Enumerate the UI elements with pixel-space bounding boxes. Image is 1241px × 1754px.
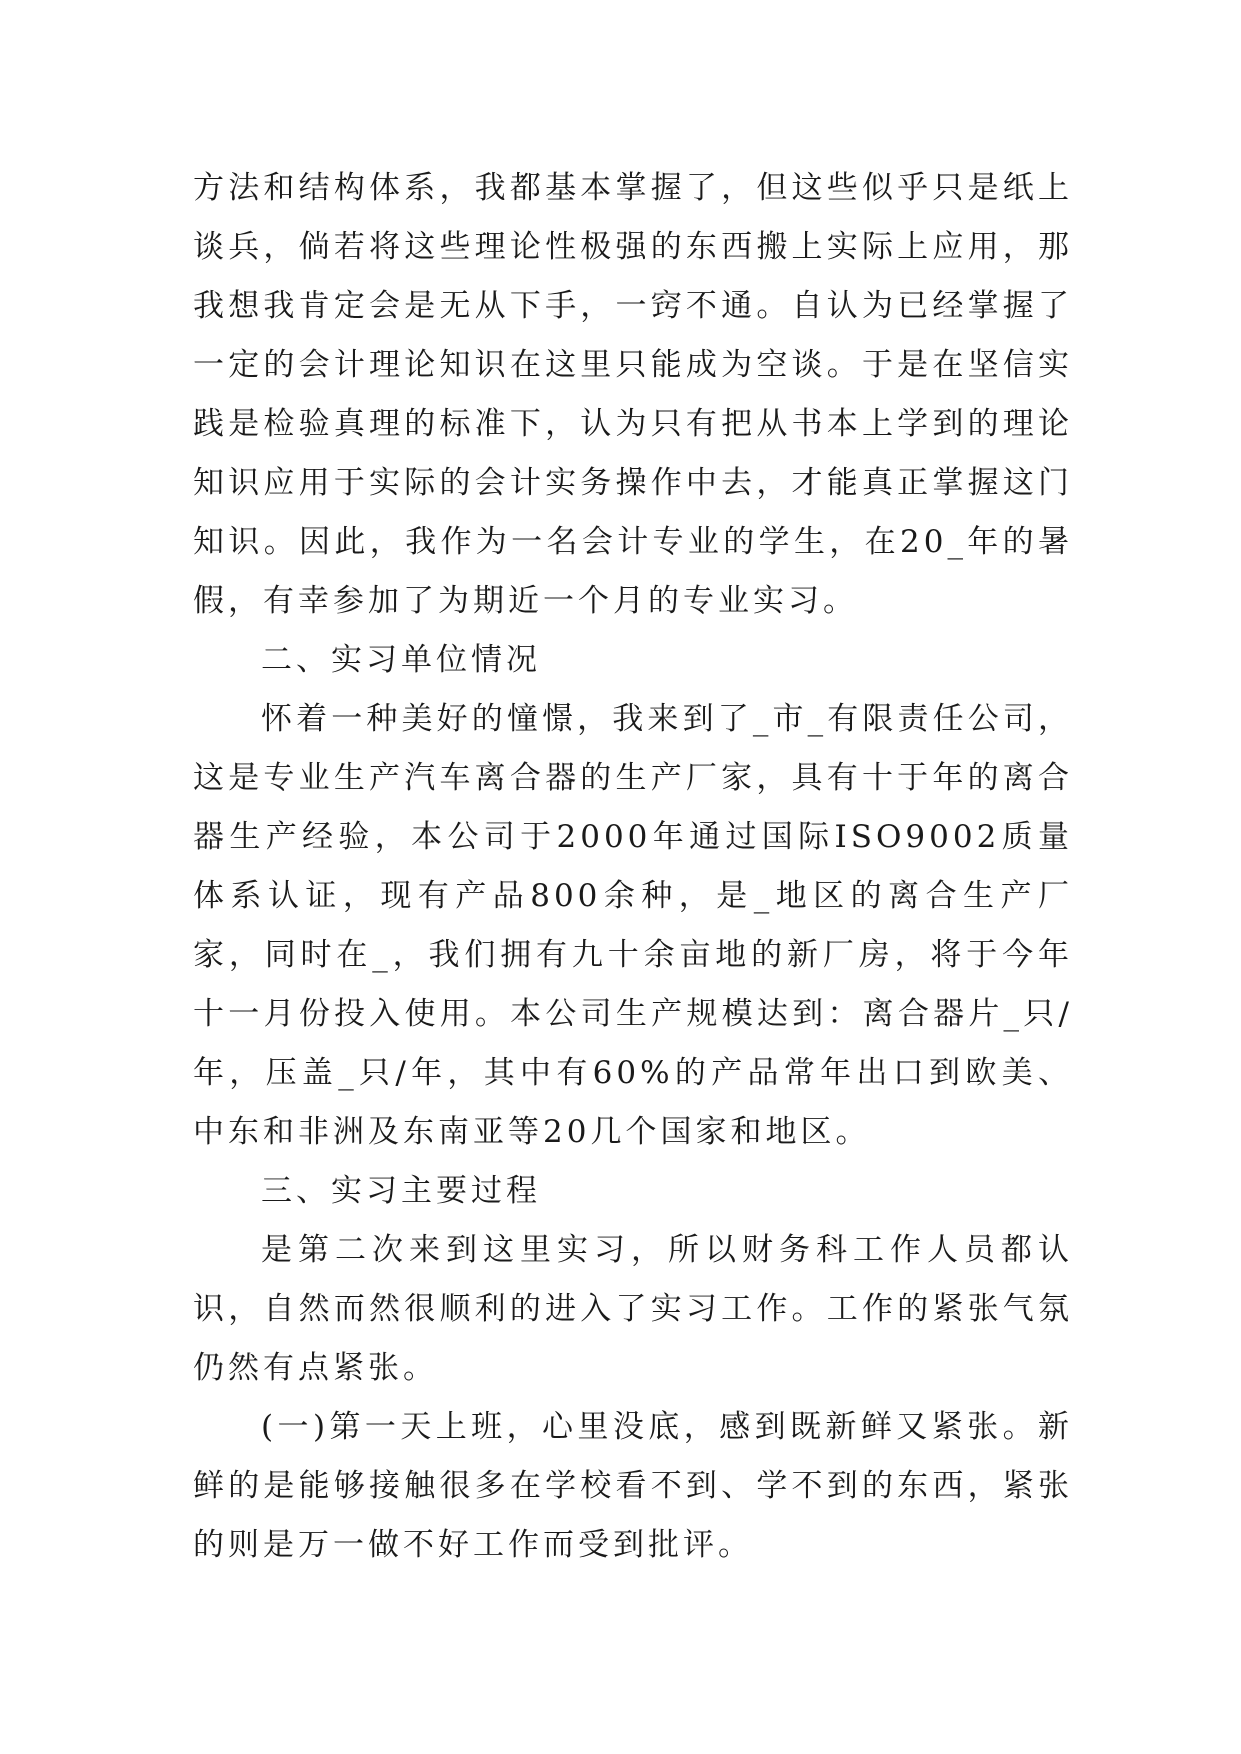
paragraph-first-day: (一)第一天上班，心里没底，感到既新鲜又紧张。新鲜的是能够接触很多在学校看不到、学不到的东西，紧张的则是万一做不好工作而受到批评。: [193, 1409, 1073, 1563]
section-heading-internship-unit: 二、实习单位情况: [261, 642, 541, 678]
paragraph-intro-continued: 方法和结构体系，我都基本掌握了，但这些似乎只是纸上谈兵，倘若将这些理论性极强的东西搬上实际上应用，那我想我肯定会是无从下手，一窍不通。自认为已经掌握了一定的会计理论知识在这里只能成为空谈。于是在坚信实践是检验真理的标准下，认为只有把从书本上学到的理论知识应用于实际的会计实务操作中去，才能真正掌握这门知识。因此，我作为一名会计专业的学生，在20_年的暑假，有幸参加了为期近一个月的专业实习。: [193, 170, 1073, 619]
section-heading-internship-process: 三、实习主要过程: [261, 1173, 541, 1209]
paragraph-second-internship: 是第二次来到这里实习，所以财务科工作人员都认识，自然而然很顺利的进入了实习工作。工作的紧张气氛仍然有点紧张。: [193, 1232, 1073, 1386]
paragraph-company-description: 怀着一种美好的憧憬，我来到了_市_有限责任公司，这是专业生产汽车离合器的生产厂家，具有十于年的离合器生产经验，本公司于2000年通过国际ISO9002质量体系认证，现有产品800余种，是_地区的离合生产厂家，同时在_，我们拥有九十余亩地的新厂房，将于今年十一月份投入使用。本公司生产规模达到：离合器片_只/年，压盖_只/年，其中有60%的产品常年出口到欧美、中东和非洲及东南亚等20几个国家和地区。: [193, 701, 1073, 1150]
document-body: [193, 159, 1073, 1575]
